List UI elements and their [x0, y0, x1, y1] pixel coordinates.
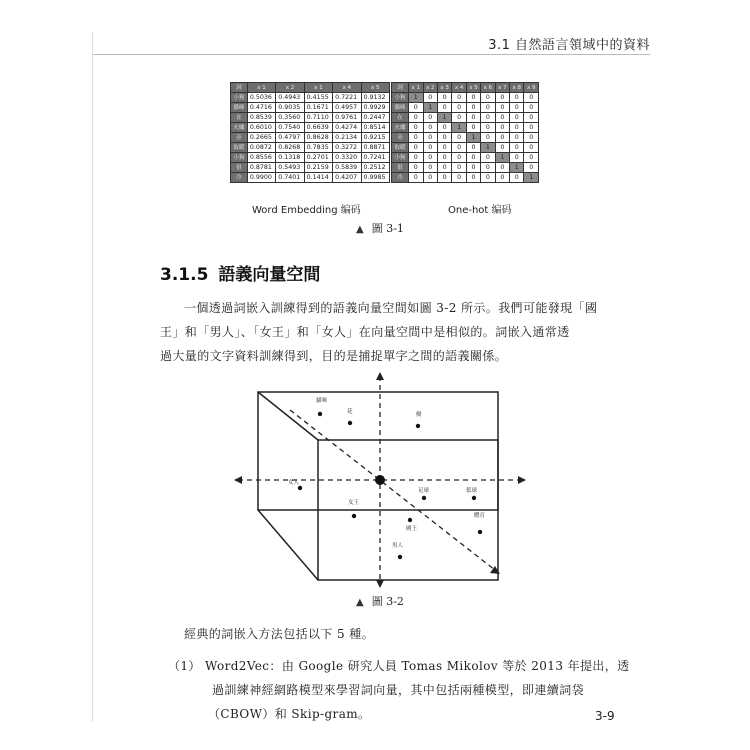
table-cell: 0.4716	[247, 103, 275, 113]
table-cell: 0	[423, 93, 437, 103]
row-word: 在	[231, 113, 248, 123]
column-header: x 5	[361, 83, 389, 93]
table-cell: 0.7241	[361, 153, 389, 163]
table-cell: 0	[466, 113, 480, 123]
table-row	[231, 123, 390, 133]
table-cell: 0	[452, 93, 466, 103]
table-cell: 0	[510, 113, 524, 123]
column-header: 詞	[392, 83, 409, 93]
paragraph-line: 一個透過詞嵌入訓練得到的語義向量空間如圖 3-2 所示。我們可能發現「國	[184, 301, 598, 315]
page-header	[92, 32, 650, 55]
table-cell: 0	[423, 133, 437, 143]
section-number: 3.1.5	[160, 265, 209, 285]
table-cell: 0.4797	[276, 133, 304, 143]
table-row	[231, 103, 390, 113]
table-cell: 0	[437, 123, 451, 133]
row-word: 很	[392, 163, 409, 173]
table-cell: 0	[481, 93, 495, 103]
word-label: 足球	[418, 488, 430, 494]
word-label: 樹	[416, 412, 422, 418]
list-line: 過訓練神經網路模型來學習詞向量，其中包括兩種模型，即連續詞袋	[212, 683, 585, 697]
table-cell: 0	[524, 163, 539, 173]
table-cell: 0	[437, 93, 451, 103]
table-cell: 0.3320	[333, 153, 361, 163]
table-header-row	[392, 83, 539, 93]
table-cell: 0	[466, 143, 480, 153]
table-cell: 0.9215	[361, 133, 389, 143]
table-cell: 0	[510, 133, 524, 143]
word-point	[478, 530, 482, 534]
table-row	[392, 153, 539, 163]
table-cell: 0.1671	[304, 103, 332, 113]
table-cell: 0	[495, 133, 509, 143]
table-cell: 0	[510, 93, 524, 103]
word-label: 女王	[348, 500, 360, 506]
table-cell: 0.8556	[247, 153, 275, 163]
table-cell: 0.7540	[276, 123, 304, 133]
table-cell: 1	[452, 123, 466, 133]
table-cell: 0	[466, 123, 480, 133]
table-cell: 0.8539	[247, 113, 275, 123]
word-label: 女人	[288, 480, 300, 486]
column-header: x 1	[247, 83, 275, 93]
column-header: x 4	[333, 83, 361, 93]
word-label: 籃球	[466, 488, 478, 494]
table-cell: 0	[423, 173, 437, 183]
table-row	[231, 143, 390, 153]
column-header: 詞	[231, 83, 248, 93]
one-hot-table	[391, 82, 539, 183]
x-axis-arrow-left	[234, 476, 242, 484]
table-cell: 0.5036	[247, 93, 275, 103]
table-cell: 0	[524, 93, 539, 103]
column-header: x 3	[437, 83, 451, 93]
table-cell: 0.7221	[333, 93, 361, 103]
table-cell: 0.9035	[276, 103, 304, 113]
table-cell: 0.8268	[276, 143, 304, 153]
table-row	[392, 123, 539, 133]
row-word: 貓咪	[392, 103, 409, 113]
list-line: （1） Word2Vec：由 Google 研究人員 Tomas Mikolov 等於 2013 年提出，透	[168, 659, 630, 673]
table-cell: 0	[452, 103, 466, 113]
table-cell: 0.1318	[276, 153, 304, 163]
row-word: 小狗	[392, 153, 409, 163]
table-cell: 0	[481, 123, 495, 133]
table-cell: 0.2701	[304, 153, 332, 163]
word-point	[298, 486, 302, 490]
table-cell: 0	[423, 113, 437, 123]
list-item-word2vec	[168, 654, 648, 726]
paragraph-2: 經典的詞嵌入方法包括以下 5 種。	[184, 627, 375, 641]
figure-3-1-caption	[356, 220, 404, 236]
column-header: x 2	[423, 83, 437, 93]
semantic-space-figure	[230, 370, 530, 590]
figure-3-2-caption	[356, 593, 404, 609]
table-cell: 0	[466, 163, 480, 173]
word-label: 體育	[474, 513, 486, 519]
chapter-title: 3.1 自然語言領域中的資料	[488, 38, 650, 53]
table-cell: 0	[495, 103, 509, 113]
table-cell: 0.9900	[247, 173, 275, 183]
table-cell: 0	[481, 113, 495, 123]
table-row	[392, 163, 539, 173]
row-word: 旁	[392, 133, 409, 143]
word-embedding-table	[230, 82, 390, 183]
table-cell: 0	[481, 163, 495, 173]
table-row	[392, 113, 539, 123]
word-point	[422, 496, 426, 500]
table-cell: 0	[437, 143, 451, 153]
table-cell: 0	[524, 133, 539, 143]
table-cell: 0.4207	[333, 173, 361, 183]
column-header: x 6	[481, 83, 495, 93]
table-cell: 0	[452, 173, 466, 183]
table-cell: 0	[437, 173, 451, 183]
table-cell: 0	[423, 143, 437, 153]
row-word: 貓咪	[231, 103, 248, 113]
table-cell: 1	[409, 93, 423, 103]
table-row	[231, 93, 390, 103]
paragraph-1	[160, 296, 640, 368]
table-cell: 0.2159	[304, 163, 332, 173]
table-row	[231, 173, 390, 183]
table-cell: 0	[510, 143, 524, 153]
table-cell: 0	[495, 143, 509, 153]
row-word: 冷	[392, 173, 409, 183]
table-row	[392, 93, 539, 103]
section-title: 語義向量空間	[218, 265, 321, 285]
table-cell: 0	[409, 153, 423, 163]
table-cell: 0	[466, 173, 480, 183]
x-axis-arrow-right	[518, 476, 526, 484]
word-point	[318, 412, 322, 416]
row-word: 在	[392, 113, 409, 123]
one-hot-caption: One-hot 编码	[448, 205, 512, 216]
table-cell: 0	[510, 153, 524, 163]
table-cell: 0.2134	[333, 133, 361, 143]
table-cell: 0.8514	[361, 123, 389, 133]
list-line: （CBOW）和 Skip-gram。	[208, 707, 371, 721]
margin-line	[92, 32, 93, 722]
table-cell: 0	[524, 113, 539, 123]
word-label: 花	[347, 409, 353, 415]
word-embedding-caption: Word Embedding 编码	[252, 205, 361, 216]
figure-label: 圖 3-2	[371, 595, 404, 608]
word-label: 貓咪	[316, 398, 328, 404]
table-cell: 0	[437, 103, 451, 113]
table-cell: 0	[437, 133, 451, 143]
word-point	[472, 496, 476, 500]
table-cell: 0	[423, 163, 437, 173]
column-header: x 2	[276, 83, 304, 93]
table-cell: 0	[524, 143, 539, 153]
row-word: 火爐	[392, 123, 409, 133]
table-cell: 0.8781	[247, 163, 275, 173]
table-cell: 0.5493	[276, 163, 304, 173]
table-cell: 1	[423, 103, 437, 113]
column-header: x 7	[495, 83, 509, 93]
table-cell: 0	[481, 173, 495, 183]
word-label: 國王	[406, 526, 418, 532]
table-cell: 0	[495, 123, 509, 133]
table-cell: 0.7110	[304, 113, 332, 123]
table-row	[392, 103, 539, 113]
row-word: 旁	[231, 133, 248, 143]
table-row	[231, 163, 390, 173]
table-cell: 0.8628	[304, 133, 332, 143]
table-cell: 0	[409, 163, 423, 173]
word-point	[408, 518, 412, 522]
column-header: x 5	[466, 83, 480, 93]
table-cell: 0.5839	[333, 163, 361, 173]
table-cell: 0.2665	[247, 133, 275, 143]
table-cell: 0	[466, 153, 480, 163]
table-cell: 0	[495, 93, 509, 103]
table-cell: 0.9929	[361, 103, 389, 113]
row-word: 取暖	[231, 143, 248, 153]
origin-point	[375, 475, 385, 485]
table-cell: 1	[481, 143, 495, 153]
table-cell: 0	[437, 153, 451, 163]
table-cell: 0	[452, 153, 466, 163]
table-cell: 0	[510, 123, 524, 133]
table-cell: 0	[466, 103, 480, 113]
row-word: 小狗	[392, 93, 409, 103]
table-row	[392, 143, 539, 153]
word-label: 男人	[392, 543, 404, 549]
table-row	[392, 173, 539, 183]
table-cell: 0	[524, 103, 539, 113]
table-cell: 0	[409, 103, 423, 113]
table-cell: 0	[495, 163, 509, 173]
page-number: 3-9	[595, 709, 615, 723]
table-cell: 0	[437, 163, 451, 173]
table-cell: 0	[423, 153, 437, 163]
table-cell: 0	[423, 123, 437, 133]
column-header: x 1	[409, 83, 423, 93]
table-cell: 0	[409, 143, 423, 153]
word-point	[352, 514, 356, 518]
row-word: 小狗	[231, 93, 248, 103]
word-point	[348, 421, 352, 425]
y-axis-arrow-bottom	[376, 580, 384, 588]
table-cell: 0.8871	[361, 143, 389, 153]
table-cell: 0	[481, 133, 495, 143]
table-cell: 0	[510, 103, 524, 113]
row-word: 很	[231, 163, 248, 173]
table-header-row	[231, 83, 390, 93]
table-cell: 1	[466, 133, 480, 143]
y-axis-arrow-top	[376, 372, 384, 380]
figure-label: 圖 3-1	[371, 222, 404, 235]
column-header: x 1	[304, 83, 332, 93]
table-cell: 0.9985	[361, 173, 389, 183]
table-cell: 0.7401	[276, 173, 304, 183]
triangle-icon: ▲	[356, 597, 364, 608]
triangle-icon: ▲	[356, 224, 364, 235]
row-word: 取暖	[392, 143, 409, 153]
paragraph-line: 王」和「男人」、「女王」和「女人」在向量空間中是相似的。詞嵌入通常透	[160, 325, 570, 339]
cube-edge	[258, 510, 318, 580]
table-cell: 0	[452, 133, 466, 143]
table-cell: 0	[495, 113, 509, 123]
table-cell: 0.4957	[333, 103, 361, 113]
table-cell: 1	[495, 153, 509, 163]
table-row	[231, 153, 390, 163]
table-cell: 0	[452, 163, 466, 173]
table-cell: 0	[409, 113, 423, 123]
table-cell: 0.4274	[333, 123, 361, 133]
table-cell: 0.1414	[304, 173, 332, 183]
table-cell: 0.2447	[361, 113, 389, 123]
table-cell: 0	[452, 143, 466, 153]
table-cell: 0.4943	[276, 93, 304, 103]
paragraph-line: 過大量的文字資料訓練得到，目的是捕捉單字之間的語義關係。	[160, 349, 508, 363]
row-word: 冷	[231, 173, 248, 183]
table-cell: 1	[510, 163, 524, 173]
row-word: 小狗	[231, 153, 248, 163]
table-cell: 1	[437, 113, 451, 123]
table-cell: 0.3272	[333, 143, 361, 153]
table-cell: 0	[524, 153, 539, 163]
table-cell: 0	[466, 93, 480, 103]
column-header: x 4	[452, 83, 466, 93]
table-cell: 0	[409, 123, 423, 133]
table-cell: 0.2512	[361, 163, 389, 173]
table-cell: 0	[510, 173, 524, 183]
table-row	[231, 133, 390, 143]
table-cell: 0.3560	[276, 113, 304, 123]
table-row	[231, 113, 390, 123]
cube-edge	[258, 392, 318, 440]
table-cell: 0.6639	[304, 123, 332, 133]
table-cell: 0	[452, 113, 466, 123]
table-row	[392, 133, 539, 143]
table-cell: 0	[481, 153, 495, 163]
word-point	[398, 555, 402, 559]
table-cell: 1	[524, 173, 539, 183]
table-cell: 0	[495, 173, 509, 183]
section-heading	[160, 260, 320, 285]
table-cell: 0.7835	[304, 143, 332, 153]
table-cell: 0.9132	[361, 93, 389, 103]
column-header: x 8	[510, 83, 524, 93]
word-point	[416, 424, 420, 428]
table-cell: 0.4155	[304, 93, 332, 103]
table-cell: 0	[524, 123, 539, 133]
table-cell: 0.6010	[247, 123, 275, 133]
row-word: 火爐	[231, 123, 248, 133]
column-header: x 9	[524, 83, 539, 93]
table-cell: 0.0872	[247, 143, 275, 153]
table-cell: 0	[409, 173, 423, 183]
table-cell: 0	[481, 103, 495, 113]
table-cell: 0	[409, 133, 423, 143]
table-cell: 0.9761	[333, 113, 361, 123]
cube-back-face	[258, 392, 498, 510]
